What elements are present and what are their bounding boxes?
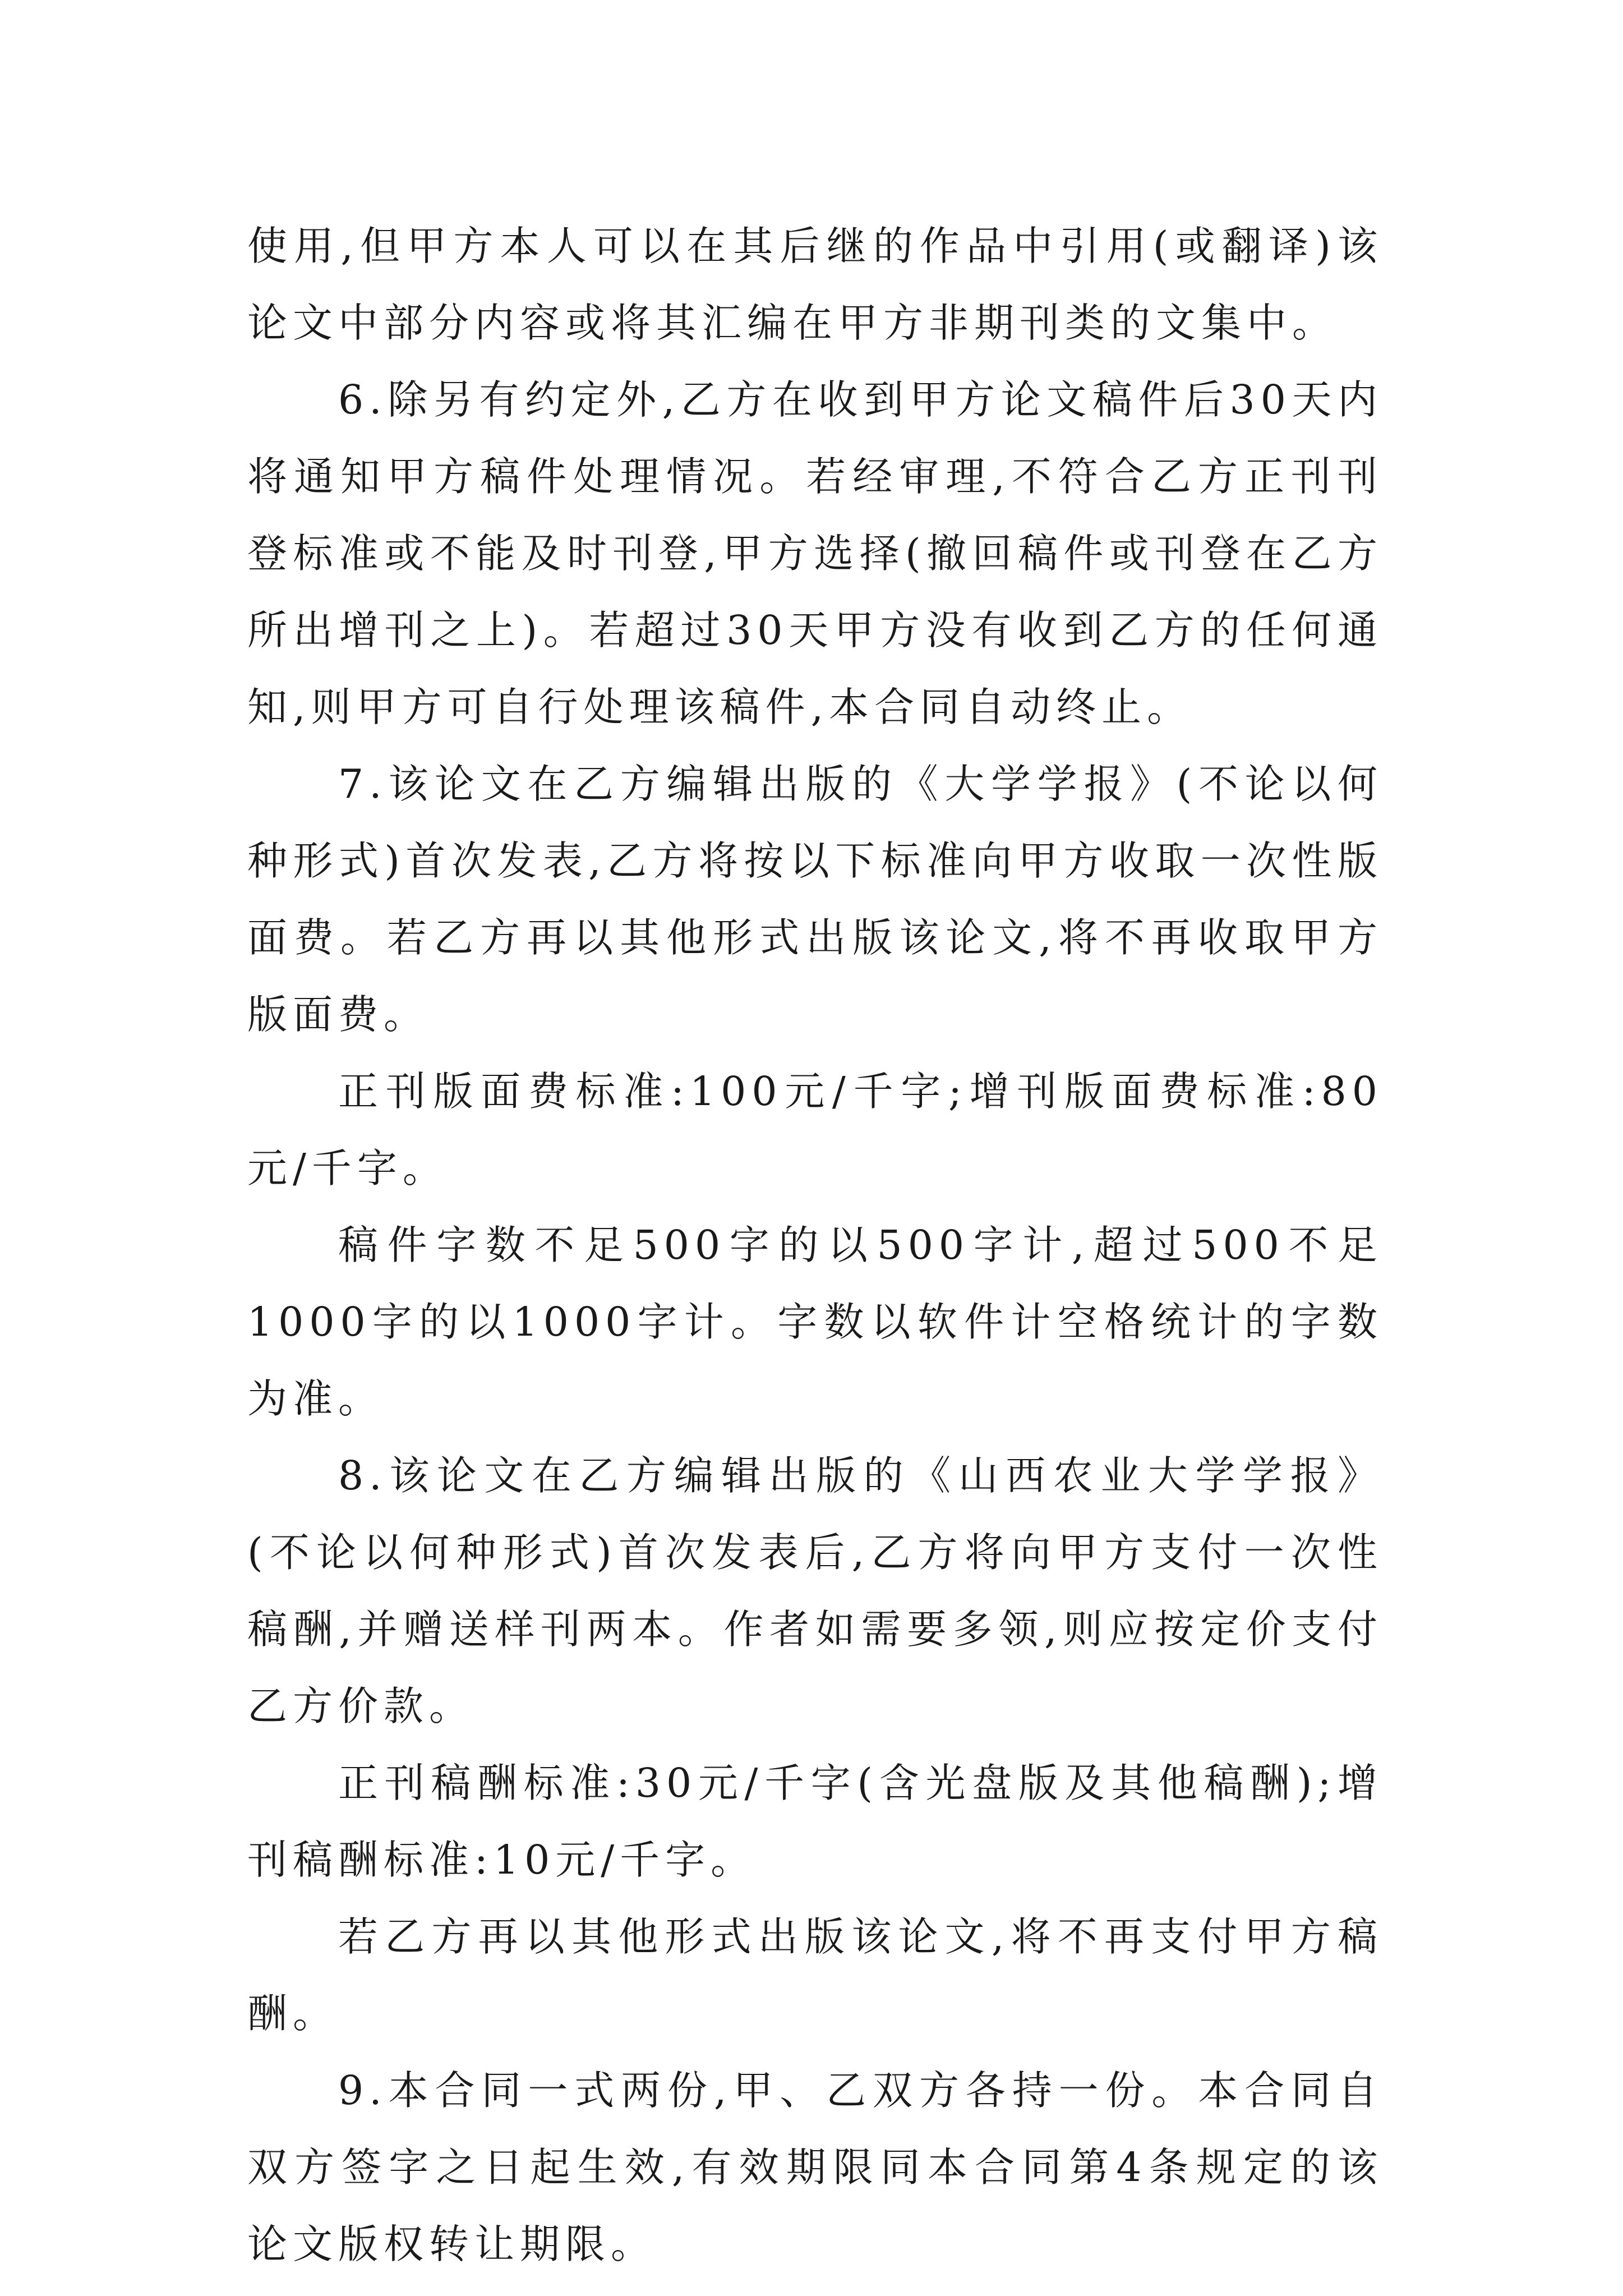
paragraph-clause-9: 9.本合同一式两份,甲、乙双方各持一份。本合同自双方签字之日起生效,有效期限同本合同第4条规定的该论文版权转让期限。 — [247, 2067, 1383, 2267]
paragraph-clause-7: 7.该论文在乙方编辑出版的《大学学报》(不论以何种形式)首次发表,乙方将按以下标准向甲方收取一次性版面费。若乙方再以其他形式出版该论文,将不再收取甲方版面费。 — [247, 761, 1383, 1038]
paragraph-clause-6: 6.除另有约定外,乙方在收到甲方论文稿件后30天内将通知甲方稿件处理情况。若经审理,不符合乙方正刊刊登标准或不能及时刊登,甲方选择(撤回稿件或刊登在乙方所出增刊之上)。若超过30天甲方没有收到乙方的任何通知,则甲方可自行处理该稿件,本合同自动终止。 — [247, 376, 1383, 730]
paragraph-clause-8: 8.该论文在乙方编辑出版的《山西农业大学学报》(不论以何种形式)首次发表后,乙方将向甲方支付一次性稿酬,并赠送样刊两本。作者如需要多领,则应按定价支付乙方价款。 — [247, 1452, 1383, 1729]
paragraph-continued: 使用,但甲方本人可以在其后继的作品中引用(或翻译)该论文中部分内容或将其汇编在甲方非期刊类的文集中。 — [247, 223, 1383, 346]
paragraph-page-fee: 正刊版面费标准:100元/千字;增刊版面费标准:80元/千字。 — [247, 1068, 1383, 1191]
paragraph-royalty: 正刊稿酬标准:30元/千字(含光盘版及其他稿酬);增刊稿酬标准:10元/千字。 — [247, 1760, 1383, 1883]
paragraph-no-royalty: 若乙方再以其他形式出版该论文,将不再支付甲方稿酬。 — [247, 1913, 1383, 2037]
contract-body — [247, 208, 1383, 2283]
paragraph-word-count: 稿件字数不足500字的以500字计,超过500不足1000字的以1000字计。字数以软件计空格统计的字数为准。 — [247, 1222, 1383, 1422]
